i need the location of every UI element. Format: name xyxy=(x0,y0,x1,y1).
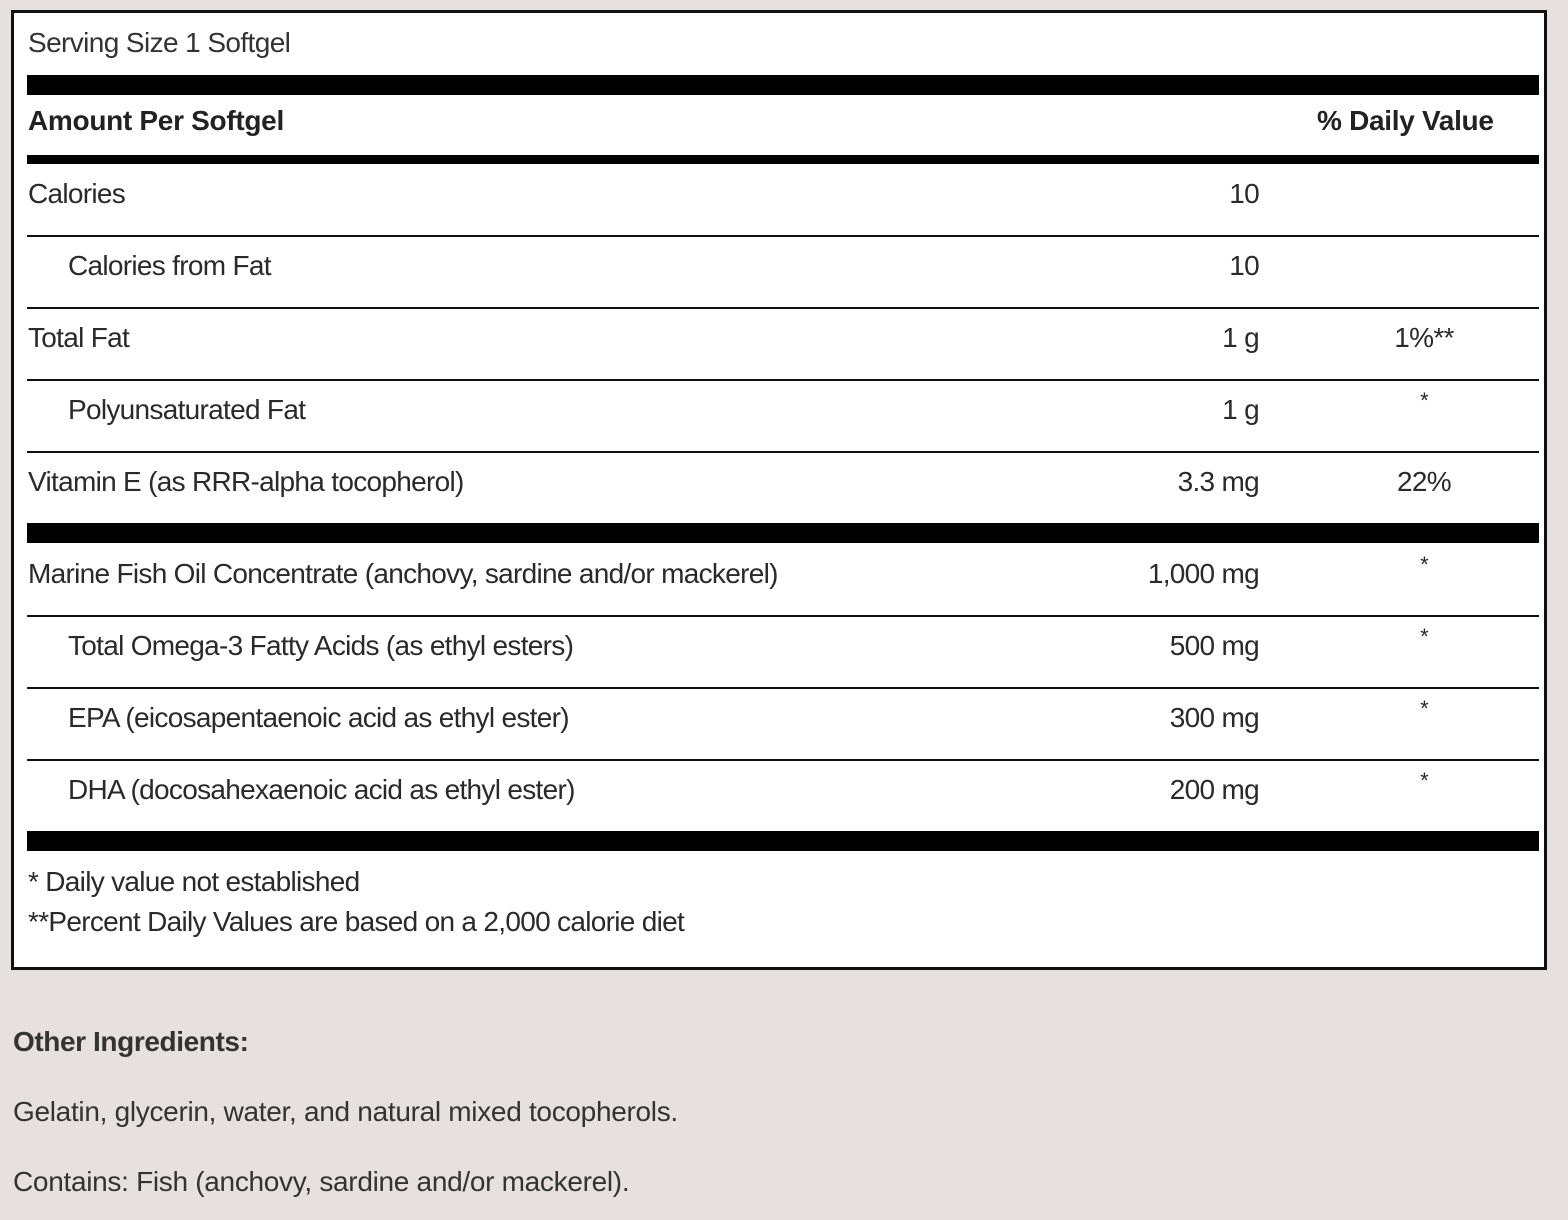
nutrient-name: Calories xyxy=(28,178,126,209)
row-divider xyxy=(27,759,1539,761)
row-divider xyxy=(27,307,1539,309)
row-divider xyxy=(27,687,1539,689)
ingredient-amount: 500 mg xyxy=(1169,630,1259,661)
row-divider xyxy=(27,379,1539,381)
nutrient-amount: 1 g xyxy=(1222,322,1259,353)
medium-divider xyxy=(27,155,1539,164)
serving-size: Serving Size 1 Softgel xyxy=(28,27,291,58)
other-ingredients-list: Gelatin, glycerin, water, and natural mixed tocopherols. xyxy=(13,1096,678,1127)
ingredient-name: Marine Fish Oil Concentrate (anchovy, sardine and/or mackerel) xyxy=(28,558,778,589)
thick-divider xyxy=(27,523,1539,543)
nutrient-name: Calories from Fat xyxy=(68,250,271,281)
nutrient-name: Polyunsaturated Fat xyxy=(68,394,306,425)
row-divider xyxy=(27,615,1539,617)
ingredient-daily-value: * xyxy=(1420,624,1428,649)
ingredient-daily-value: * xyxy=(1420,768,1428,793)
nutrient-name: Total Fat xyxy=(28,322,130,353)
nutrient-amount: 1 g xyxy=(1222,394,1259,425)
ingredient-amount: 1,000 mg xyxy=(1147,558,1259,589)
footnote-percent-daily: **Percent Daily Values are based on a 2,000 calorie diet xyxy=(28,906,685,937)
ingredient-daily-value: * xyxy=(1420,552,1428,577)
nutrient-amount: 10 xyxy=(1229,250,1259,281)
daily-value-heading: % Daily Value xyxy=(1317,105,1494,136)
nutrient-amount: 3.3 mg xyxy=(1177,466,1259,497)
nutrient-daily-value: 1%** xyxy=(1394,322,1454,353)
nutrient-name: Vitamin E (as RRR-alpha tocopherol) xyxy=(28,466,464,497)
amount-per-serving-heading: Amount Per Softgel xyxy=(28,105,284,136)
ingredient-amount: 200 mg xyxy=(1169,774,1259,805)
nutrient-daily-value: 22% xyxy=(1397,466,1451,497)
ingredient-amount: 300 mg xyxy=(1169,702,1259,733)
ingredient-daily-value: * xyxy=(1420,696,1428,721)
thick-divider xyxy=(27,831,1539,851)
facts-header xyxy=(27,99,1539,159)
thick-divider xyxy=(27,75,1539,95)
ingredient-name: DHA (docosahexaenoic acid as ethyl ester) xyxy=(68,774,575,805)
row-divider xyxy=(27,235,1539,237)
other-ingredients-heading: Other Ingredients: xyxy=(13,1026,249,1057)
allergen-statement: Contains: Fish (anchovy, sardine and/or mackerel). xyxy=(13,1166,630,1197)
nutrient-amount: 10 xyxy=(1229,178,1259,209)
row-divider xyxy=(27,451,1539,453)
nutrient-daily-value: * xyxy=(1420,388,1428,413)
footnote-daily-value: * Daily value not established xyxy=(28,866,360,897)
ingredient-name: Total Omega-3 Fatty Acids (as ethyl esters) xyxy=(68,630,574,661)
supplement-facts-panel xyxy=(11,10,1547,970)
ingredient-name: EPA (eicosapentaenoic acid as ethyl ester) xyxy=(68,702,569,733)
